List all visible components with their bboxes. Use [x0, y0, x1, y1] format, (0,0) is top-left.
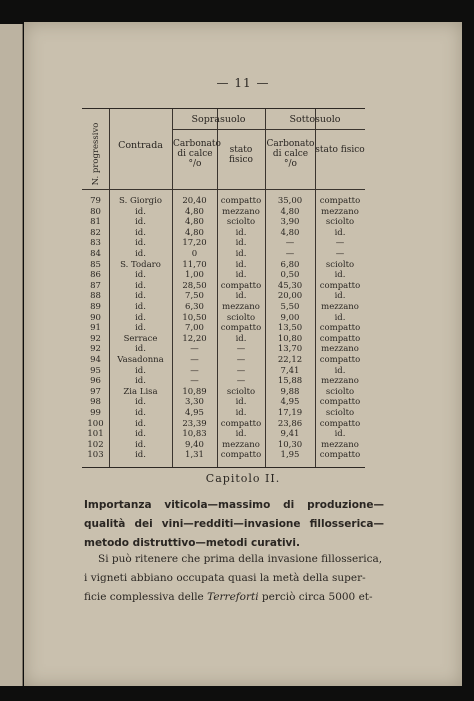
cell-sopra-carb: 7,00 [185, 323, 204, 334]
table-row [82, 419, 365, 430]
cell-n: 103 [87, 450, 104, 461]
cell-sotto-carb: — [285, 238, 295, 249]
cell-sotto-carb: 35,00 [277, 196, 303, 206]
cell-sotto-carb: 4,80 [280, 206, 300, 217]
cell-sotto-stato: id. [334, 429, 346, 440]
cell-sopra-stato: compatto [220, 450, 262, 461]
cell-n: 98 [90, 397, 101, 408]
cell-sotto-stato: id. [334, 312, 346, 323]
cell-n: 97 [90, 386, 101, 397]
cell-sopra-carb: 7,50 [185, 291, 204, 302]
cell-sopra-carb: — [190, 355, 199, 365]
chapter-summary: Importanza viticola—massimo di produzione—qualità dei vini—redditi—invasione fillosserica— metodo distruttivo—metodi curativi. [84, 499, 384, 549]
cell-sopra-stato: id. [235, 397, 247, 408]
table-row [82, 397, 365, 408]
cell-contrada: id. [135, 450, 146, 461]
cell-sotto-stato: compatto [319, 418, 361, 429]
cell-contrada: id. [135, 418, 146, 429]
cell-contrada: id. [135, 397, 146, 408]
cell-sotto-carb: 9,88 [280, 386, 300, 397]
cell-n: 82 [90, 227, 101, 238]
cell-sopra-stato: id. [235, 249, 247, 259]
cell-sopra-carb: — [190, 365, 199, 376]
cell-sotto-carb: 3,90 [280, 217, 300, 228]
table-row [82, 313, 365, 324]
cell-sopra-carb: 12,20 [182, 333, 207, 344]
cell-sopra-stato: id. [235, 227, 247, 238]
cell-sotto-stato: compatto [319, 196, 361, 206]
cell-sotto-stato: mezzano [321, 206, 359, 217]
cell-sotto-carb: 22,12 [277, 355, 303, 365]
table-row [82, 366, 365, 377]
table-row [82, 249, 365, 260]
table-row [82, 217, 365, 228]
cell-sopra-stato: sciolto [226, 312, 256, 323]
cell-sotto-carb: 4,80 [280, 227, 300, 238]
cell-sopra-carb: 1,00 [185, 270, 204, 281]
cell-n: 80 [90, 206, 101, 217]
cell-sopra-stato: sciolto [226, 386, 256, 397]
cell-sotto-stato: compatto [319, 333, 361, 344]
cell-contrada: Zia Lisa [123, 386, 158, 397]
cell-sopra-stato: id. [235, 408, 247, 418]
cell-sotto-carb: 20,00 [277, 291, 303, 302]
cell-contrada: id. [135, 291, 146, 302]
cell-sotto-carb: 9,41 [280, 429, 300, 440]
body-text-span: perciò circa 5000 et- [258, 591, 373, 603]
cell-sotto-stato: — [335, 238, 345, 249]
body-text-span: ficie complessiva delle [84, 591, 208, 603]
cell-sotto-stato: sciolto [325, 386, 355, 397]
table-row [82, 355, 365, 366]
cell-sotto-stato: id. [334, 270, 346, 281]
cell-contrada: id. [135, 280, 146, 291]
cell-n: 84 [90, 249, 101, 259]
cell-n: 90 [90, 312, 101, 323]
cell-sopra-carb: 9,40 [185, 439, 204, 450]
cell-n: 99 [90, 408, 101, 418]
cell-contrada: id. [135, 429, 146, 440]
table-row [82, 238, 365, 249]
cell-sopra-stato: — [236, 344, 246, 355]
cell-sopra-carb: 28,50 [182, 280, 207, 291]
cell-contrada: id. [135, 439, 146, 450]
cell-contrada: id. [135, 323, 146, 334]
cell-n: 100 [87, 418, 104, 429]
cell-sopra-carb: 3,30 [185, 397, 204, 408]
cell-sotto-stato: sciolto [325, 259, 355, 270]
cell-sopra-stato: id. [235, 238, 247, 249]
cell-sotto-carb: — [285, 249, 295, 259]
table-row [82, 440, 365, 451]
cell-sopra-stato: sciolto [226, 217, 256, 228]
table-row [82, 323, 365, 334]
body-line: i vigneti abbiano occupata quasi la metà della super- [84, 572, 366, 584]
cell-contrada: id. [135, 408, 146, 418]
cell-sotto-stato: id. [334, 365, 346, 376]
cell-n: 79 [90, 196, 101, 206]
cell-sopra-stato: mezzano [222, 206, 260, 217]
cell-sopra-stato: compatto [220, 196, 262, 206]
cell-sopra-carb: 4,80 [185, 206, 204, 217]
header-stato-sopra: stato fisico [229, 145, 253, 165]
cell-sotto-carb: 45,30 [277, 280, 303, 291]
cell-contrada: id. [135, 344, 146, 355]
cell-sopra-carb: 4,95 [185, 408, 204, 418]
cell-contrada: id. [135, 238, 146, 249]
cell-n: 86 [90, 270, 101, 281]
table-row [82, 270, 365, 281]
cell-contrada: id. [135, 312, 146, 323]
cell-sotto-stato: sciolto [325, 217, 355, 228]
cell-n: 83 [90, 238, 101, 249]
cell-sopra-stato: — [236, 376, 246, 387]
cell-n: 102 [87, 439, 104, 450]
cell-sopra-stato: mezzano [222, 302, 260, 312]
cell-sotto-carb: 10,80 [277, 333, 303, 344]
table-row [82, 344, 365, 355]
cell-sotto-carb: 15,88 [277, 376, 303, 387]
cell-n: 88 [90, 291, 101, 302]
cell-sotto-carb: 4,95 [280, 397, 300, 408]
header-soprasuolo: Soprasuolo [191, 114, 246, 125]
cell-sotto-carb: 6,80 [280, 259, 300, 270]
italic-term: Terreforti [207, 591, 259, 603]
cell-contrada: id. [135, 302, 146, 312]
cell-contrada: id. [135, 365, 146, 376]
cell-contrada: S. Giorgio [119, 196, 162, 206]
cell-sopra-carb: 0 [191, 249, 198, 259]
cell-contrada: S. Todaro [120, 259, 161, 270]
table-row [82, 429, 365, 440]
cell-sopra-stato: id. [235, 333, 247, 344]
cell-sotto-carb: 5,50 [280, 302, 300, 312]
table-row [82, 228, 365, 239]
cell-sotto-carb: 1,95 [280, 450, 300, 461]
cell-contrada: id. [135, 270, 146, 281]
table-row [82, 387, 365, 398]
cell-sotto-stato: sciolto [325, 408, 355, 418]
body-line [84, 588, 384, 607]
cell-sopra-stato: compatto [220, 280, 262, 291]
header-bottom-rule [82, 189, 365, 190]
table-row [82, 450, 365, 461]
cell-contrada: id. [135, 227, 146, 238]
table-row [82, 376, 365, 387]
cell-sotto-stato: id. [334, 291, 346, 302]
page-number: — 11 — [216, 76, 270, 90]
header-contrada: Contrada [118, 140, 163, 151]
cell-contrada: id. [135, 249, 146, 259]
cell-sopra-stato: id. [235, 270, 247, 281]
cell-sopra-carb: 4,80 [185, 217, 204, 228]
cell-sopra-stato: id. [235, 259, 247, 270]
cell-sopra-carb: 17,20 [182, 238, 207, 249]
cell-sotto-stato: mezzano [321, 302, 359, 312]
cell-sotto-carb: 7,41 [280, 365, 300, 376]
cell-sotto-stato: compatto [319, 280, 361, 291]
cell-sotto-carb: 17,19 [277, 408, 303, 418]
cell-n: 96 [90, 376, 101, 387]
cell-sotto-stato: mezzano [321, 439, 359, 450]
cell-n: 92 [90, 344, 101, 355]
cell-sotto-stato: compatto [319, 355, 361, 365]
cell-sopra-carb: 4,80 [185, 227, 204, 238]
cell-sopra-carb: 10,50 [182, 312, 207, 323]
cell-n: 85 [90, 259, 101, 270]
cell-sopra-stato: — [236, 355, 246, 365]
cell-sopra-carb: — [190, 376, 199, 387]
cell-sopra-stato: compatto [220, 323, 262, 334]
cell-sopra-carb: 11,70 [182, 259, 207, 270]
table-row [82, 281, 365, 292]
header-n-progressivo: N. progressivo [91, 122, 101, 186]
cell-n: 81 [90, 217, 101, 228]
cell-sotto-stato: compatto [319, 397, 361, 408]
body-line: Si può ritenere che prima della invasione fillosserica, [98, 553, 383, 565]
table-row [82, 291, 365, 302]
cell-sotto-carb: 23,86 [277, 418, 303, 429]
table-rule [172, 129, 365, 130]
header-stato-sotto: stato fisico [315, 145, 365, 155]
cell-sotto-stato: mezzano [321, 376, 359, 387]
table-row [82, 196, 365, 207]
cell-n: 89 [90, 302, 101, 312]
table-row [82, 408, 365, 419]
cell-sopra-carb: 6,30 [185, 302, 204, 312]
cell-sotto-stato: — [335, 249, 345, 259]
cell-sopra-stato: — [236, 365, 246, 376]
cell-sotto-stato: compatto [319, 323, 361, 334]
header-carbonato-sopra: Carbonato di calce °/o [173, 139, 221, 169]
cell-sotto-carb: 13,50 [277, 323, 303, 334]
cell-contrada: id. [135, 217, 146, 228]
cell-sopra-stato: id. [235, 291, 247, 302]
chapter-title: Capitolo II. [205, 472, 281, 485]
cell-sopra-carb: 1,31 [185, 450, 204, 461]
body-text [84, 550, 384, 607]
table-row [82, 207, 365, 218]
cell-sotto-stato: id. [334, 227, 346, 238]
book-page [24, 22, 462, 686]
table-row [82, 302, 365, 313]
cell-n: 101 [87, 429, 104, 440]
cell-contrada: Vasadonna [117, 355, 164, 365]
cell-sotto-carb: 10,30 [277, 439, 303, 450]
cell-sotto-carb: 13,70 [277, 344, 303, 355]
cell-sopra-carb: 10,89 [182, 386, 207, 397]
cell-contrada: Serrace [123, 333, 158, 344]
cell-n: 94 [90, 355, 101, 365]
cell-contrada: id. [135, 376, 146, 387]
cell-sotto-stato: compatto [319, 450, 361, 461]
cell-sopra-carb: — [190, 344, 199, 355]
cell-n: 95 [90, 365, 101, 376]
header-carbonato-sotto: Carbonato di calce °/o [266, 139, 315, 169]
cell-n: 91 [90, 323, 101, 334]
cell-sopra-stato: id. [235, 429, 247, 440]
cell-n: 92 [90, 333, 101, 344]
cell-n: 87 [90, 280, 101, 291]
cell-sopra-stato: compatto [220, 418, 262, 429]
cell-sopra-carb: 10,83 [182, 429, 207, 440]
facing-page-edge [0, 24, 23, 686]
cell-sotto-carb: 9,00 [280, 312, 300, 323]
cell-sopra-carb: 23,39 [182, 418, 207, 429]
table-row [82, 334, 365, 345]
header-sottosuolo: Sottosuolo [289, 114, 341, 125]
cell-sotto-stato: mezzano [321, 344, 359, 355]
cell-sopra-carb: 20,40 [182, 196, 207, 206]
soil-table [82, 108, 365, 468]
table-row [82, 260, 365, 271]
cell-sotto-carb: 0,50 [280, 270, 300, 281]
cell-contrada: id. [135, 206, 146, 217]
cell-sopra-stato: mezzano [222, 439, 260, 450]
